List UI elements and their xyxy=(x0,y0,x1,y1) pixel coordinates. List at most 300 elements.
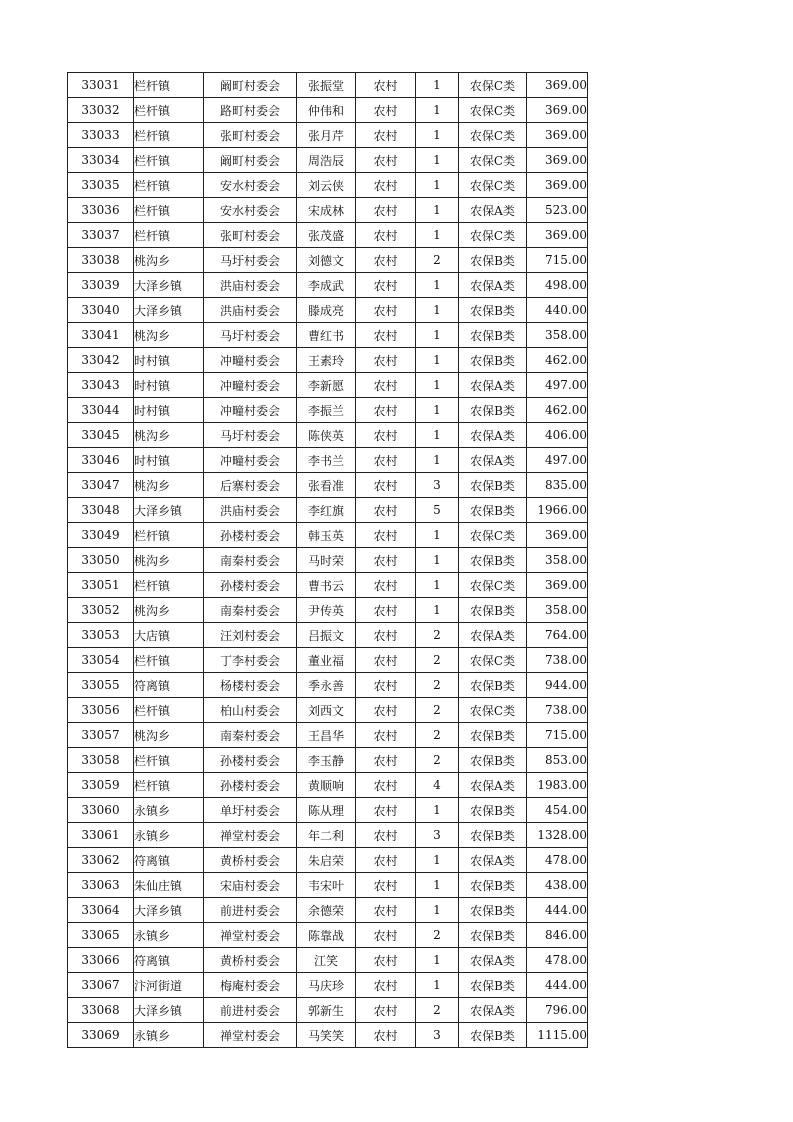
category-cell: 农保B类 xyxy=(459,1023,527,1048)
village-committee-cell: 冲疃村委会 xyxy=(204,398,297,423)
township-cell: 栏杆镇 xyxy=(134,73,204,98)
category-cell: 农保C类 xyxy=(459,698,527,723)
household-count-cell: 1 xyxy=(416,323,459,348)
person-name-cell: 江笑 xyxy=(297,948,356,973)
area-type-cell: 农村 xyxy=(356,898,416,923)
table-row xyxy=(68,748,588,773)
household-count-cell: 2 xyxy=(416,998,459,1023)
household-count-cell: 4 xyxy=(416,773,459,798)
township-cell: 栏杆镇 xyxy=(134,523,204,548)
amount-cell: 358.00 xyxy=(527,323,588,348)
table-row xyxy=(68,523,588,548)
area-type-cell: 农村 xyxy=(356,773,416,798)
category-cell: 农保C类 xyxy=(459,98,527,123)
person-name-cell: 余德荣 xyxy=(297,898,356,923)
person-name-cell: 吕振文 xyxy=(297,623,356,648)
table-row xyxy=(68,398,588,423)
township-cell: 桃沟乡 xyxy=(134,323,204,348)
table-row xyxy=(68,248,588,273)
record-id-cell: 33065 xyxy=(68,923,134,948)
village-committee-cell: 柏山村委会 xyxy=(204,698,297,723)
area-type-cell: 农村 xyxy=(356,573,416,598)
record-id-cell: 33066 xyxy=(68,948,134,973)
area-type-cell: 农村 xyxy=(356,948,416,973)
household-count-cell: 1 xyxy=(416,598,459,623)
area-type-cell: 农村 xyxy=(356,198,416,223)
area-type-cell: 农村 xyxy=(356,748,416,773)
record-id-cell: 33050 xyxy=(68,548,134,573)
record-id-cell: 33058 xyxy=(68,748,134,773)
township-cell: 栏杆镇 xyxy=(134,698,204,723)
roster-body xyxy=(68,73,588,1048)
household-count-cell: 1 xyxy=(416,223,459,248)
table-row xyxy=(68,998,588,1023)
household-count-cell: 2 xyxy=(416,748,459,773)
township-cell: 时村镇 xyxy=(134,448,204,473)
amount-cell: 498.00 xyxy=(527,273,588,298)
person-name-cell: 李振兰 xyxy=(297,398,356,423)
area-type-cell: 农村 xyxy=(356,473,416,498)
amount-cell: 853.00 xyxy=(527,748,588,773)
person-name-cell: 李书兰 xyxy=(297,448,356,473)
person-name-cell: 马笑笑 xyxy=(297,1023,356,1048)
category-cell: 农保B类 xyxy=(459,498,527,523)
table-row xyxy=(68,923,588,948)
record-id-cell: 33049 xyxy=(68,523,134,548)
household-count-cell: 1 xyxy=(416,798,459,823)
village-committee-cell: 马圩村委会 xyxy=(204,423,297,448)
village-committee-cell: 冲疃村委会 xyxy=(204,448,297,473)
household-count-cell: 3 xyxy=(416,823,459,848)
household-count-cell: 1 xyxy=(416,548,459,573)
record-id-cell: 33064 xyxy=(68,898,134,923)
table-row xyxy=(68,773,588,798)
area-type-cell: 农村 xyxy=(356,498,416,523)
person-name-cell: 马时荣 xyxy=(297,548,356,573)
category-cell: 农保A类 xyxy=(459,848,527,873)
amount-cell: 406.00 xyxy=(527,423,588,448)
amount-cell: 1328.00 xyxy=(527,823,588,848)
record-id-cell: 33054 xyxy=(68,648,134,673)
area-type-cell: 农村 xyxy=(356,123,416,148)
village-committee-cell: 宋庙村委会 xyxy=(204,873,297,898)
table-row xyxy=(68,673,588,698)
record-id-cell: 33069 xyxy=(68,1023,134,1048)
village-committee-cell: 洪庙村委会 xyxy=(204,298,297,323)
category-cell: 农保A类 xyxy=(459,948,527,973)
category-cell: 农保B类 xyxy=(459,873,527,898)
village-committee-cell: 安水村委会 xyxy=(204,173,297,198)
record-id-cell: 33056 xyxy=(68,698,134,723)
table-row xyxy=(68,273,588,298)
township-cell: 大店镇 xyxy=(134,623,204,648)
record-id-cell: 33067 xyxy=(68,973,134,998)
household-count-cell: 1 xyxy=(416,848,459,873)
household-count-cell: 2 xyxy=(416,923,459,948)
roster-table xyxy=(67,72,588,1048)
amount-cell: 444.00 xyxy=(527,973,588,998)
record-id-cell: 33036 xyxy=(68,198,134,223)
township-cell: 大泽乡镇 xyxy=(134,498,204,523)
record-id-cell: 33048 xyxy=(68,498,134,523)
amount-cell: 369.00 xyxy=(527,123,588,148)
amount-cell: 1115.00 xyxy=(527,1023,588,1048)
township-cell: 桃沟乡 xyxy=(134,598,204,623)
person-name-cell: 年二利 xyxy=(297,823,356,848)
village-committee-cell: 冲疃村委会 xyxy=(204,373,297,398)
township-cell: 栏杆镇 xyxy=(134,773,204,798)
township-cell: 桃沟乡 xyxy=(134,423,204,448)
amount-cell: 369.00 xyxy=(527,98,588,123)
category-cell: 农保B类 xyxy=(459,898,527,923)
amount-cell: 369.00 xyxy=(527,523,588,548)
person-name-cell: 张看准 xyxy=(297,473,356,498)
amount-cell: 846.00 xyxy=(527,923,588,948)
person-name-cell: 董业福 xyxy=(297,648,356,673)
township-cell: 时村镇 xyxy=(134,398,204,423)
township-cell: 符离镇 xyxy=(134,948,204,973)
person-name-cell: 韦宋叶 xyxy=(297,873,356,898)
township-cell: 栏杆镇 xyxy=(134,223,204,248)
village-committee-cell: 孙楼村委会 xyxy=(204,523,297,548)
amount-cell: 444.00 xyxy=(527,898,588,923)
table-row xyxy=(68,573,588,598)
household-count-cell: 1 xyxy=(416,123,459,148)
table-row xyxy=(68,548,588,573)
village-committee-cell: 孙楼村委会 xyxy=(204,573,297,598)
record-id-cell: 33060 xyxy=(68,798,134,823)
township-cell: 朱仙庄镇 xyxy=(134,873,204,898)
table-row xyxy=(68,373,588,398)
category-cell: 农保C类 xyxy=(459,73,527,98)
category-cell: 农保A类 xyxy=(459,198,527,223)
table-row xyxy=(68,298,588,323)
amount-cell: 462.00 xyxy=(527,398,588,423)
village-committee-cell: 梅庵村委会 xyxy=(204,973,297,998)
household-count-cell: 1 xyxy=(416,373,459,398)
record-id-cell: 33039 xyxy=(68,273,134,298)
category-cell: 农保B类 xyxy=(459,248,527,273)
township-cell: 大泽乡镇 xyxy=(134,898,204,923)
township-cell: 桃沟乡 xyxy=(134,473,204,498)
category-cell: 农保B类 xyxy=(459,923,527,948)
village-committee-cell: 张町村委会 xyxy=(204,223,297,248)
amount-cell: 715.00 xyxy=(527,248,588,273)
amount-cell: 796.00 xyxy=(527,998,588,1023)
village-committee-cell: 马圩村委会 xyxy=(204,248,297,273)
household-count-cell: 1 xyxy=(416,873,459,898)
amount-cell: 497.00 xyxy=(527,448,588,473)
amount-cell: 358.00 xyxy=(527,598,588,623)
category-cell: 农保A类 xyxy=(459,773,527,798)
area-type-cell: 农村 xyxy=(356,398,416,423)
table-row xyxy=(68,123,588,148)
household-count-cell: 1 xyxy=(416,173,459,198)
record-id-cell: 33047 xyxy=(68,473,134,498)
amount-cell: 944.00 xyxy=(527,673,588,698)
amount-cell: 478.00 xyxy=(527,948,588,973)
village-committee-cell: 洪庙村委会 xyxy=(204,498,297,523)
category-cell: 农保B类 xyxy=(459,323,527,348)
table-row xyxy=(68,473,588,498)
person-name-cell: 马庆珍 xyxy=(297,973,356,998)
category-cell: 农保C类 xyxy=(459,223,527,248)
amount-cell: 369.00 xyxy=(527,173,588,198)
person-name-cell: 刘德文 xyxy=(297,248,356,273)
area-type-cell: 农村 xyxy=(356,923,416,948)
household-count-cell: 1 xyxy=(416,98,459,123)
table-row xyxy=(68,1023,588,1048)
township-cell: 栏杆镇 xyxy=(134,573,204,598)
person-name-cell: 张茂盛 xyxy=(297,223,356,248)
village-committee-cell: 阚町村委会 xyxy=(204,148,297,173)
record-id-cell: 33053 xyxy=(68,623,134,648)
household-count-cell: 1 xyxy=(416,423,459,448)
area-type-cell: 农村 xyxy=(356,698,416,723)
table-row xyxy=(68,598,588,623)
area-type-cell: 农村 xyxy=(356,373,416,398)
person-name-cell: 刘西文 xyxy=(297,698,356,723)
category-cell: 农保A类 xyxy=(459,373,527,398)
household-count-cell: 1 xyxy=(416,448,459,473)
person-name-cell: 李玉静 xyxy=(297,748,356,773)
category-cell: 农保B类 xyxy=(459,673,527,698)
township-cell: 桃沟乡 xyxy=(134,248,204,273)
category-cell: 农保B类 xyxy=(459,823,527,848)
amount-cell: 738.00 xyxy=(527,648,588,673)
area-type-cell: 农村 xyxy=(356,673,416,698)
person-name-cell: 李新愿 xyxy=(297,373,356,398)
township-cell: 栏杆镇 xyxy=(134,98,204,123)
township-cell: 永镇乡 xyxy=(134,823,204,848)
area-type-cell: 农村 xyxy=(356,223,416,248)
table-row xyxy=(68,798,588,823)
township-cell: 栏杆镇 xyxy=(134,173,204,198)
amount-cell: 369.00 xyxy=(527,223,588,248)
village-committee-cell: 孙楼村委会 xyxy=(204,773,297,798)
record-id-cell: 33057 xyxy=(68,723,134,748)
household-count-cell: 2 xyxy=(416,248,459,273)
category-cell: 农保B类 xyxy=(459,348,527,373)
person-name-cell: 陈侠英 xyxy=(297,423,356,448)
village-committee-cell: 路町村委会 xyxy=(204,98,297,123)
record-id-cell: 33055 xyxy=(68,673,134,698)
category-cell: 农保C类 xyxy=(459,173,527,198)
area-type-cell: 农村 xyxy=(356,873,416,898)
area-type-cell: 农村 xyxy=(356,298,416,323)
record-id-cell: 33035 xyxy=(68,173,134,198)
area-type-cell: 农村 xyxy=(356,548,416,573)
village-committee-cell: 前进村委会 xyxy=(204,998,297,1023)
township-cell: 大泽乡镇 xyxy=(134,298,204,323)
village-committee-cell: 南秦村委会 xyxy=(204,598,297,623)
village-committee-cell: 张町村委会 xyxy=(204,123,297,148)
amount-cell: 369.00 xyxy=(527,148,588,173)
record-id-cell: 33037 xyxy=(68,223,134,248)
village-committee-cell: 冲疃村委会 xyxy=(204,348,297,373)
amount-cell: 438.00 xyxy=(527,873,588,898)
village-committee-cell: 黄桥村委会 xyxy=(204,848,297,873)
household-count-cell: 1 xyxy=(416,898,459,923)
household-count-cell: 1 xyxy=(416,148,459,173)
person-name-cell: 季永善 xyxy=(297,673,356,698)
person-name-cell: 曹书云 xyxy=(297,573,356,598)
person-name-cell: 李红旗 xyxy=(297,498,356,523)
household-count-cell: 1 xyxy=(416,948,459,973)
village-committee-cell: 汪刘村委会 xyxy=(204,623,297,648)
village-committee-cell: 禅堂村委会 xyxy=(204,1023,297,1048)
township-cell: 永镇乡 xyxy=(134,923,204,948)
category-cell: 农保B类 xyxy=(459,548,527,573)
household-count-cell: 2 xyxy=(416,623,459,648)
village-committee-cell: 黄桥村委会 xyxy=(204,948,297,973)
area-type-cell: 农村 xyxy=(356,973,416,998)
area-type-cell: 农村 xyxy=(356,823,416,848)
record-id-cell: 33052 xyxy=(68,598,134,623)
record-id-cell: 33062 xyxy=(68,848,134,873)
household-count-cell: 1 xyxy=(416,198,459,223)
category-cell: 农保B类 xyxy=(459,723,527,748)
village-committee-cell: 马圩村委会 xyxy=(204,323,297,348)
household-count-cell: 2 xyxy=(416,723,459,748)
record-id-cell: 33042 xyxy=(68,348,134,373)
area-type-cell: 农村 xyxy=(356,848,416,873)
person-name-cell: 黄顺响 xyxy=(297,773,356,798)
table-row xyxy=(68,148,588,173)
record-id-cell: 33068 xyxy=(68,998,134,1023)
area-type-cell: 农村 xyxy=(356,598,416,623)
household-count-cell: 1 xyxy=(416,398,459,423)
table-row xyxy=(68,173,588,198)
record-id-cell: 33044 xyxy=(68,398,134,423)
area-type-cell: 农村 xyxy=(356,1023,416,1048)
village-committee-cell: 南秦村委会 xyxy=(204,548,297,573)
village-committee-cell: 南秦村委会 xyxy=(204,723,297,748)
person-name-cell: 周浩辰 xyxy=(297,148,356,173)
table-row xyxy=(68,223,588,248)
area-type-cell: 农村 xyxy=(356,798,416,823)
township-cell: 桃沟乡 xyxy=(134,548,204,573)
category-cell: 农保A类 xyxy=(459,423,527,448)
area-type-cell: 农村 xyxy=(356,448,416,473)
record-id-cell: 33031 xyxy=(68,73,134,98)
amount-cell: 497.00 xyxy=(527,373,588,398)
person-name-cell: 李成武 xyxy=(297,273,356,298)
household-count-cell: 1 xyxy=(416,73,459,98)
amount-cell: 738.00 xyxy=(527,698,588,723)
person-name-cell: 陈从理 xyxy=(297,798,356,823)
area-type-cell: 农村 xyxy=(356,423,416,448)
amount-cell: 764.00 xyxy=(527,623,588,648)
record-id-cell: 33043 xyxy=(68,373,134,398)
record-id-cell: 33033 xyxy=(68,123,134,148)
township-cell: 栏杆镇 xyxy=(134,123,204,148)
category-cell: 农保A类 xyxy=(459,998,527,1023)
category-cell: 农保B类 xyxy=(459,973,527,998)
person-name-cell: 朱启荣 xyxy=(297,848,356,873)
category-cell: 农保C类 xyxy=(459,523,527,548)
person-name-cell: 韩玉英 xyxy=(297,523,356,548)
category-cell: 农保C类 xyxy=(459,648,527,673)
area-type-cell: 农村 xyxy=(356,348,416,373)
village-committee-cell: 杨楼村委会 xyxy=(204,673,297,698)
village-committee-cell: 孙楼村委会 xyxy=(204,748,297,773)
category-cell: 农保B类 xyxy=(459,473,527,498)
person-name-cell: 张振堂 xyxy=(297,73,356,98)
village-committee-cell: 丁李村委会 xyxy=(204,648,297,673)
table-row xyxy=(68,973,588,998)
area-type-cell: 农村 xyxy=(356,273,416,298)
area-type-cell: 农村 xyxy=(356,248,416,273)
household-count-cell: 1 xyxy=(416,273,459,298)
amount-cell: 369.00 xyxy=(527,573,588,598)
amount-cell: 715.00 xyxy=(527,723,588,748)
area-type-cell: 农村 xyxy=(356,723,416,748)
person-name-cell: 仲伟和 xyxy=(297,98,356,123)
category-cell: 农保A类 xyxy=(459,273,527,298)
township-cell: 永镇乡 xyxy=(134,798,204,823)
township-cell: 时村镇 xyxy=(134,348,204,373)
area-type-cell: 农村 xyxy=(356,323,416,348)
village-committee-cell: 前进村委会 xyxy=(204,898,297,923)
table-row xyxy=(68,848,588,873)
record-id-cell: 33045 xyxy=(68,423,134,448)
area-type-cell: 农村 xyxy=(356,98,416,123)
table-row xyxy=(68,323,588,348)
area-type-cell: 农村 xyxy=(356,648,416,673)
area-type-cell: 农村 xyxy=(356,148,416,173)
table-row xyxy=(68,348,588,373)
table-row xyxy=(68,98,588,123)
township-cell: 永镇乡 xyxy=(134,1023,204,1048)
area-type-cell: 农村 xyxy=(356,998,416,1023)
township-cell: 大泽乡镇 xyxy=(134,273,204,298)
township-cell: 符离镇 xyxy=(134,848,204,873)
table-row xyxy=(68,723,588,748)
household-count-cell: 2 xyxy=(416,698,459,723)
household-count-cell: 1 xyxy=(416,523,459,548)
household-count-cell: 3 xyxy=(416,473,459,498)
household-count-cell: 1 xyxy=(416,973,459,998)
amount-cell: 478.00 xyxy=(527,848,588,873)
table-row xyxy=(68,873,588,898)
person-name-cell: 尹传英 xyxy=(297,598,356,623)
record-id-cell: 33046 xyxy=(68,448,134,473)
village-committee-cell: 洪庙村委会 xyxy=(204,273,297,298)
person-name-cell: 郭新生 xyxy=(297,998,356,1023)
category-cell: 农保C类 xyxy=(459,123,527,148)
village-committee-cell: 禅堂村委会 xyxy=(204,823,297,848)
area-type-cell: 农村 xyxy=(356,173,416,198)
village-committee-cell: 后寨村委会 xyxy=(204,473,297,498)
person-name-cell: 刘云侠 xyxy=(297,173,356,198)
household-count-cell: 1 xyxy=(416,298,459,323)
household-count-cell: 3 xyxy=(416,1023,459,1048)
table-row xyxy=(68,198,588,223)
category-cell: 农保B类 xyxy=(459,598,527,623)
category-cell: 农保A类 xyxy=(459,623,527,648)
table-row xyxy=(68,698,588,723)
amount-cell: 1966.00 xyxy=(527,498,588,523)
record-id-cell: 33032 xyxy=(68,98,134,123)
table-row xyxy=(68,948,588,973)
category-cell: 农保B类 xyxy=(459,748,527,773)
category-cell: 农保A类 xyxy=(459,448,527,473)
record-id-cell: 33061 xyxy=(68,823,134,848)
table-row xyxy=(68,823,588,848)
person-name-cell: 陈靠战 xyxy=(297,923,356,948)
record-id-cell: 33040 xyxy=(68,298,134,323)
